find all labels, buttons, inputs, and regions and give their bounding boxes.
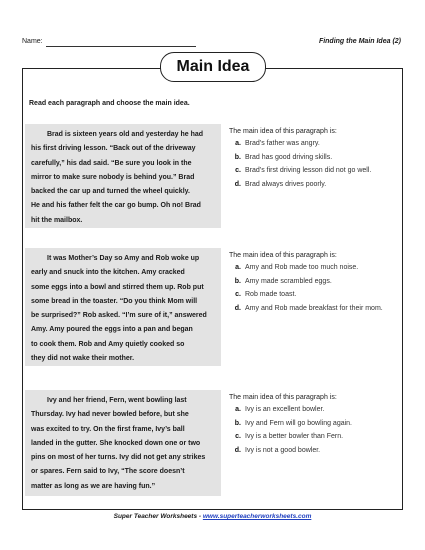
passage-line: It was Mother’s Day so Amy and Rob woke up <box>47 255 200 262</box>
answer-option-a[interactable] <box>229 405 399 414</box>
passage-line: or spares. Fern said to Ivy, “The score doesn’t <box>31 468 185 476</box>
passage-line: early and snuck into the kitchen. Amy cracked <box>31 269 185 277</box>
question-1 <box>229 128 399 194</box>
passage-line: hit the mailbox. <box>31 216 83 224</box>
passage-line: Amy. Amy poured the eggs into a pan and began <box>31 326 193 334</box>
option-text: Brad’s father was angry. <box>245 140 320 147</box>
name-label: Name: <box>22 38 43 45</box>
option-text: Ivy and Fern will go bowling again. <box>245 419 353 427</box>
answer-option-a[interactable] <box>229 139 399 148</box>
option-text: Brad’s first driving lesson did not go well. <box>245 167 372 175</box>
answer-option-b[interactable] <box>229 419 399 428</box>
passage-line: be surprised?” Rob asked. “I’m sure of it,” answered <box>31 312 207 320</box>
option-text: Ivy is not a good bowler. <box>245 447 321 455</box>
option-text: Ivy is a better bowler than Fern. <box>245 433 344 441</box>
answer-option-b[interactable] <box>229 277 399 286</box>
worksheet-header <box>22 38 401 50</box>
passage-line: mirror to make sure nobody is behind you.” Brad <box>31 173 195 181</box>
answer-option-c[interactable] <box>229 290 399 299</box>
option-letter: b. <box>234 419 241 427</box>
passage-line: his first driving lesson. “Back out of the driveway <box>31 145 196 153</box>
option-letter: d. <box>234 447 241 455</box>
passage-line: He and his father felt the car go bump. Oh no! Brad <box>31 202 201 210</box>
footer-separator: - <box>197 513 203 520</box>
option-text: Amy and Rob made too much noise. <box>245 264 359 271</box>
question-prompt: The main idea of this paragraph is: <box>229 128 337 135</box>
option-letter: c. <box>235 433 241 441</box>
passage-3 <box>25 390 221 496</box>
answer-option-d[interactable] <box>229 446 399 455</box>
footer-link[interactable]: www.superteacherworksheets.com <box>202 513 312 520</box>
question-prompt: The main idea of this paragraph is: <box>229 394 337 401</box>
option-text: Brad has good driving skills. <box>245 153 333 161</box>
question-prompt: The main idea of this paragraph is: <box>229 252 337 259</box>
option-text: Amy made scrambled eggs. <box>245 277 332 285</box>
option-letter: d. <box>234 181 241 189</box>
option-letter: a. <box>235 264 241 271</box>
option-letter: a. <box>235 140 241 147</box>
answer-option-d[interactable] <box>229 304 399 313</box>
question-2 <box>229 252 399 318</box>
passage-2 <box>25 248 221 366</box>
page-title: Main Idea <box>176 58 250 75</box>
question-3 <box>229 394 399 460</box>
instructions: Read each paragraph and choose the main idea. <box>29 100 190 107</box>
passage-line: landed in the gutter. She knocked down one or two <box>31 439 201 447</box>
passage-line: some bread in the toaster. “Do you think Mom will <box>31 297 198 305</box>
title-banner <box>160 52 266 82</box>
answer-option-a[interactable] <box>229 263 399 272</box>
answer-option-b[interactable] <box>229 153 399 162</box>
option-letter: d. <box>234 305 241 313</box>
option-letter: c. <box>235 167 241 175</box>
answer-option-c[interactable] <box>229 432 399 441</box>
passage-line: some eggs into a bowl and stirred them up. Rob put <box>31 283 204 291</box>
passage-line: matter as long as we are having fun.” <box>31 482 156 490</box>
passage-1 <box>25 124 221 228</box>
option-letter: b. <box>234 153 241 161</box>
passage-line: they did not wake their mother. <box>31 355 135 363</box>
option-text: Rob made toast. <box>245 291 297 299</box>
option-letter: a. <box>235 406 241 413</box>
answer-option-c[interactable] <box>229 166 399 175</box>
footer <box>0 513 425 520</box>
option-text: Brad always drives poorly. <box>245 181 327 189</box>
name-blank-line <box>46 46 196 47</box>
option-letter: c. <box>235 291 241 299</box>
passage-line: carefully,” his dad said. “Be sure you look in the <box>31 159 192 167</box>
worksheet-title: Finding the Main Idea (2) <box>318 38 401 45</box>
passage-line: was excited to try. On the first frame, Ivy’s ball <box>31 425 185 433</box>
passage-line: to cook them. Rob and Amy quietly cooked so <box>31 340 185 348</box>
passage-line: Ivy and her friend, Fern, went bowling last <box>47 397 187 404</box>
passage-line: Thursday. Ivy had never bowled before, but she <box>31 411 189 419</box>
passage-line: pins on most of her turns. Ivy did not get any strikes <box>31 454 206 462</box>
option-letter: b. <box>234 277 241 285</box>
passage-line: Brad is sixteen years old and yesterday he had <box>47 131 204 138</box>
passage-line: backed the car up and turned the wheel quickly. <box>31 188 190 196</box>
answer-option-d[interactable] <box>229 180 399 189</box>
footer-brand: Super Teacher Worksheets <box>113 513 198 520</box>
option-text: Ivy is an excellent bowler. <box>245 406 325 413</box>
option-text: Amy and Rob made breakfast for their mom. <box>245 305 383 313</box>
